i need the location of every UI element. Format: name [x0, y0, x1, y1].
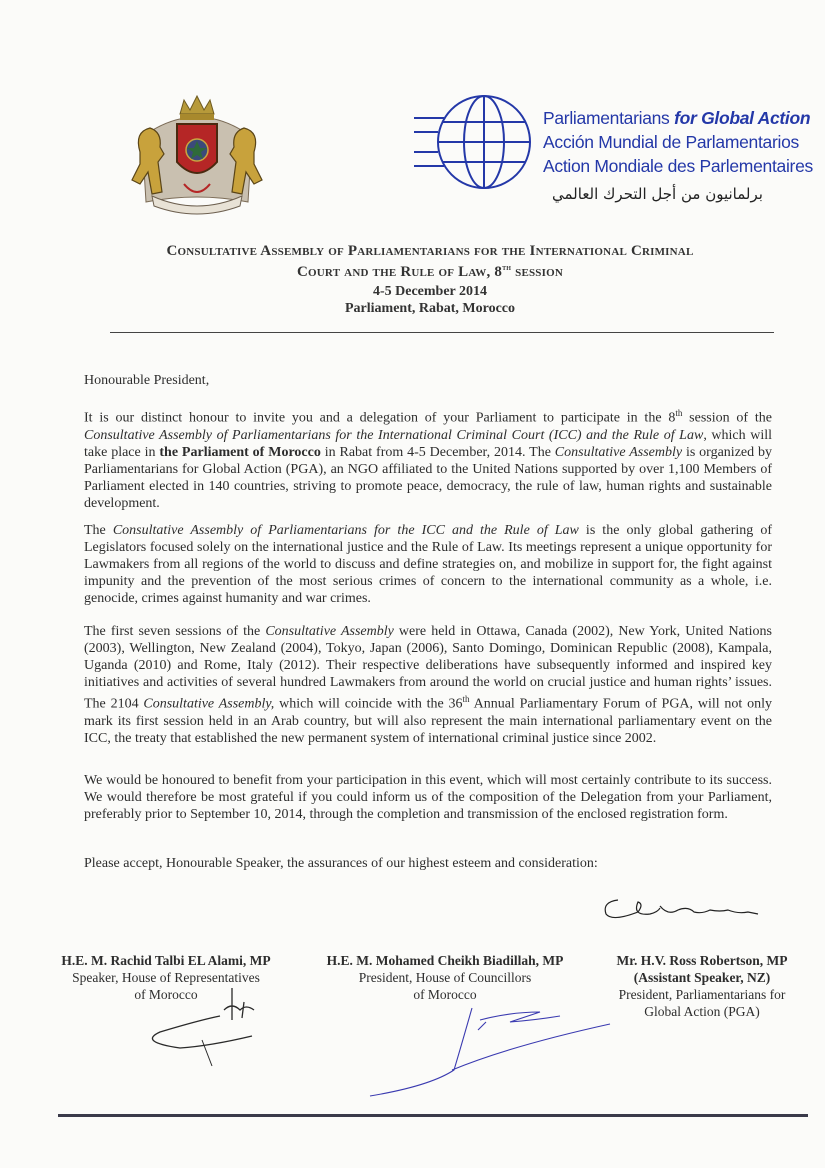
- biadillah-signature: [360, 1000, 620, 1100]
- event-venue: Parliament, Rabat, Morocco: [344, 301, 516, 316]
- signatory-title: Global Action (PGA): [644, 1004, 760, 1019]
- title-line-2-post: session: [511, 264, 563, 280]
- p1-e: the Parliament of Morocco: [159, 444, 321, 460]
- title-line-2-pre: Court and the Rule of Law, 8: [297, 264, 503, 280]
- title-line-2: [60, 262, 800, 281]
- signatory-title: President, Parliamentarians for: [618, 987, 786, 1002]
- pga-name-en: Parliamentarians for Global Action: [543, 108, 811, 128]
- signatory-title: of Morocco: [134, 987, 198, 1002]
- signatory-role: (Assistant Speaker, NZ): [633, 970, 771, 985]
- p1-c: Consultative Assembly of Parliamentarians for the International Criminal Court (ICC) and the Rule of Law: [84, 427, 704, 443]
- p1-f: in Rabat from 4-5 December, 2014. The: [320, 444, 555, 460]
- p1-d: , which will take place in: [84, 427, 772, 460]
- p1-g: Consultative Assembly: [554, 444, 683, 460]
- closing: Please accept, Honourable Speaker, the assurances of our highest esteem and consideration:: [84, 856, 598, 871]
- robertson-signature: [598, 892, 768, 932]
- p3-sup: th: [462, 694, 470, 704]
- pga-name-arabic: برلمانيون من أجل التحرك العالمي: [552, 185, 763, 203]
- salutation: Honourable President,: [84, 373, 210, 388]
- signatory-title: Speaker, House of Representatives: [72, 970, 260, 985]
- p1-sup: th: [675, 408, 683, 418]
- signatory-name: Mr. H.V. Ross Robertson, MP: [616, 953, 788, 968]
- heading-divider: [110, 332, 774, 333]
- p1-a: It is our distinct honour to invite you and a delegation of your Parliament to participate in the 8: [84, 410, 676, 426]
- p3-d: Consultative Assembly,: [143, 696, 275, 712]
- p3-f: Annual Parliamentary Forum of PGA, will not only mark its first session held in an Arab country, but will also represent the main international parliamentary event on the ICC, the treaty that established the new permanent system of international criminal justice since 2002.: [84, 696, 773, 746]
- p1-b: session of the: [682, 410, 772, 426]
- pga-name-spanish: Acción Mundial de Parlamentarios: [543, 132, 799, 152]
- p3-a: The first seven sessions of the: [84, 624, 266, 639]
- pga-globe-logo: [414, 88, 538, 196]
- paragraph-4: We would be honoured to benefit from your participation in this event, which will most certainly contribute to its success. We would therefore be most grateful if you could inform us of the composition of the Delegation from your Parliament, preferably prior to September 10, 2014, through the completion and transmission of the enclosed registration form.: [84, 773, 772, 822]
- pga-name-french: Action Mondiale des Parlementaires: [543, 156, 813, 176]
- signatory-name: H.E. M. Mohamed Cheikh Biadillah, MP: [326, 953, 564, 968]
- p3-c: were held in Ottawa, Canada (2002), New York, United Nations (2003), Wellington, New Zealand (2004), Tokyo, Japan (2006), Santo Domingo, Dominican Republic (2008), Kampala, Uganda (2010) and Rome, Italy (2012). Their respective deliberations have subsequently informed and inspired key initiatives and activities of several hundred Lawmakers from around the world on crucial justice and human rights’ issues. The 2104: [84, 624, 772, 712]
- signatory-title: President, House of Councillors: [358, 970, 532, 985]
- title-line-1: Consultative Assembly of Parliamentarians for the International Criminal: [166, 243, 694, 259]
- paragraph-1: [84, 405, 772, 512]
- paragraph-3: [84, 623, 772, 747]
- pga-name-english: [543, 108, 810, 129]
- signatory-name: H.E. M. Rachid Talbi EL Alami, MP: [61, 953, 271, 968]
- p3-b: Consultative Assembly: [265, 624, 394, 639]
- footer-divider: [58, 1114, 808, 1117]
- paragraph-2: [84, 522, 772, 607]
- signatory-title: of Morocco: [413, 987, 477, 1002]
- alami-signature: [120, 980, 270, 1070]
- p2-c: is the only global gathering of Legislators focused solely on the international justice and the Rule of Law. Its meetings represent a unique opportunity for Lawmakers from all regions of the world to discuss and define strategies on, and mobilize in support for, the fight against impunity and the prevention of the most serious crimes of concern to the international community as a whole, i.e. genocide, crimes against humanity and war crimes.: [84, 523, 772, 606]
- morocco-coat-of-arms: [122, 92, 272, 220]
- p1-h: is organized by Parliamentarians for Global Action (PGA), an NGO affiliated to the United Nations supported by over 1,100 Members of Parliament elected in 140 countries, striving to promote peace, democracy, the rule of law, human rights and sustainable development.: [84, 444, 773, 511]
- p3-e: which will coincide with the 36: [274, 696, 463, 712]
- p2-b: Consultative Assembly of Parliamentarians for the ICC and the Rule of Law: [112, 523, 579, 538]
- p2-a: The: [84, 523, 113, 538]
- title-superscript: th: [502, 262, 512, 272]
- signatory-biadillah: [325, 952, 565, 1003]
- event-dates: 4-5 December 2014: [372, 284, 488, 299]
